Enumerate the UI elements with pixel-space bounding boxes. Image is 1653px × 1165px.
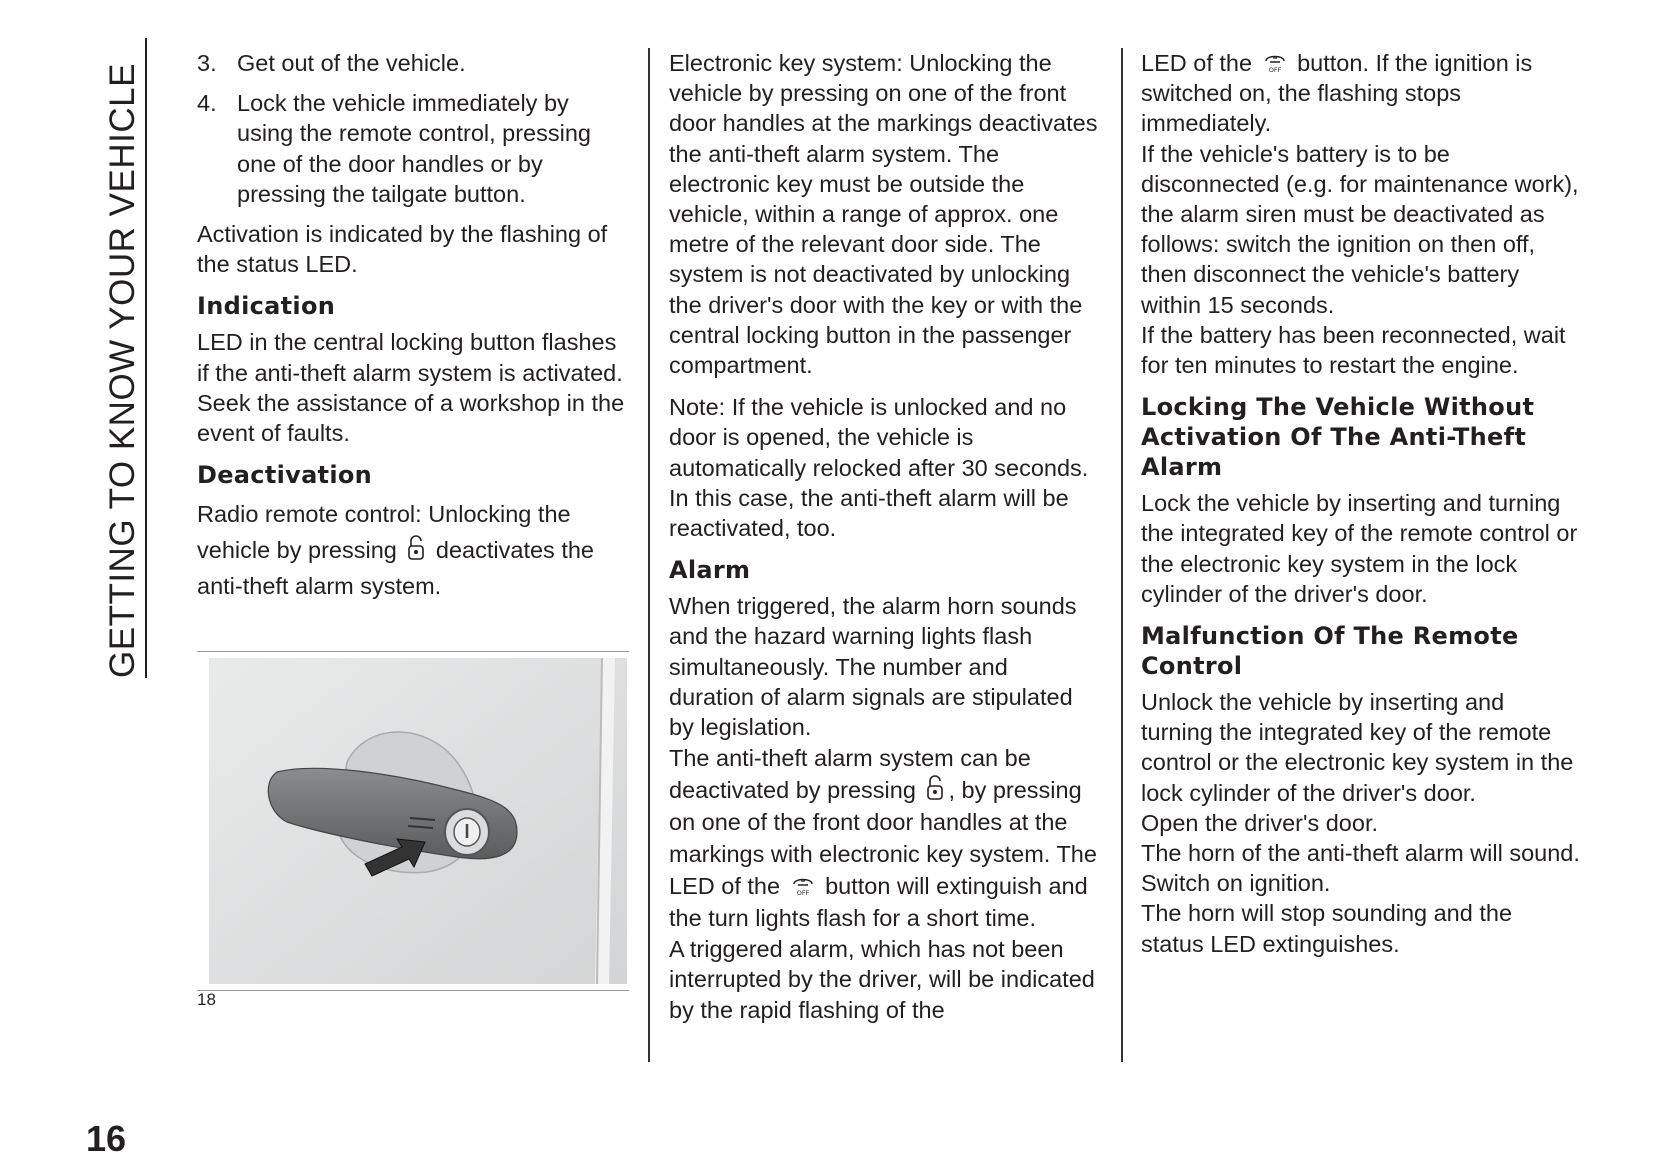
list-item [197,48,629,78]
alarm-off-button-icon [791,875,815,897]
indication-text: LED in the central locking button flashes if the anti-theft alarm system is activated. [197,329,623,386]
list-item [197,88,629,209]
malfunction-heading: Malfunction Of The Remote Control [1141,622,1519,681]
alarm-deactivation-part: button will extinguish and the turn lights flash for a short time. [669,873,1088,932]
malfunction-text: Switch on ignition. [1141,870,1331,897]
steps-list [197,48,629,209]
deactivation-text [197,496,629,604]
triggered-alarm-text: A triggered alarm, which has not been interrupted by the driver, will be indicated by the rapid flashing of the [669,936,1095,1023]
step-number: 3. [197,50,217,76]
step-text: Lock the vehicle immediately by using the remote control, pressing one of the door handles or by pressing the tailgate button. [237,90,591,207]
column-3 [1141,48,1581,959]
deactivation-text-part: deactivates the anti-theft alarm system. [197,537,594,600]
activation-text: Activation is indicated by the flashing of the status LED. [197,221,608,278]
section-sidebar-title: GETTING TO KNOW YOUR VEHICLE [103,38,147,678]
deactivation-heading: Deactivation [197,461,373,490]
led-text-part: LED of the [1141,50,1253,76]
column-1 [197,48,629,616]
battery-text: If the vehicle's battery is to be disconnected (e.g. for maintenance work), the alarm siren must be deactivated as follows: switch the ignition on then off, then disconnect the vehicle's battery within 15 seconds. [1141,140,1579,318]
figure-number: 18 [197,990,216,1009]
note-label: Note: [669,394,726,421]
alarm-deactivation-part: The anti-theft alarm system can be deactivated by pressing [669,745,1031,804]
alarm-heading: Alarm [669,556,751,585]
door-handle-illustration [197,652,629,990]
malfunction-text: The horn will stop sounding and the status LED extinguishes. [1141,900,1513,957]
locking-heading: Locking The Vehicle Without Activation Of The Anti-Theft Alarm [1141,393,1535,482]
page-number: 16 [86,1118,127,1159]
note-text: If the vehicle is unlocked and no door is opened, the vehicle is automatically relocked after 30 seconds. In this case, the anti-theft alarm will be reactivated, too. [669,394,1089,542]
electronic-key-text: Electronic key system: Unlocking the vehicle by pressing on one of the front door handles at the markings deactivates the anti-theft alarm system. The electronic key must be outside the vehicle, within a range of approx. one metre of the relevant door side. The system is not deactivated by unlocking the driver's door with the key or with the central locking button in the passenger compartment. [669,50,1098,379]
malfunction-text: The horn of the anti-theft alarm will sound. [1141,840,1580,867]
alarm-deactivation-part: , by pressing on one of the front door handles at the markings with electronic key system. The LED of the [669,777,1097,900]
note-paragraph [669,392,1099,543]
indication-workshop-text: Seek the assistance of a workshop in the event of faults. [197,389,625,447]
malfunction-text: Unlock the vehicle by inserting and turning the integrated key of the remote control or the electronic key system in the lock cylinder of the driver's door. [1141,689,1574,806]
column-divider [648,48,650,1062]
unlock-icon [407,535,425,561]
alarm-off-button-icon [1263,52,1287,74]
door-handle-figure [197,651,629,991]
indication-heading: Indication [197,292,336,321]
unlock-icon [926,775,944,801]
locking-text: Lock the vehicle by inserting and turning the integrated key of the remote control or the electronic key system in the lock cylinder of the driver's door. [1141,490,1578,607]
led-text-part: button. If the ignition is switched on, the flashing stops immediately. [1141,50,1533,137]
svg-text:OFF: OFF [796,889,809,898]
alarm-deactivation-text [669,742,1099,934]
battery-reconnect-text: If the battery has been reconnected, wait for ten minutes to restart the engine. [1141,321,1566,379]
step-text: Get out of the vehicle. [237,50,466,76]
malfunction-text: Open the driver's door. [1141,809,1379,836]
column-divider [1121,48,1123,1062]
step-number: 4. [197,90,217,117]
alarm-text: When triggered, the alarm horn sounds and the hazard warning lights flash simultaneously. The number and duration of alarm signals are stipulated by legislation. [669,593,1077,741]
column-2 [669,48,1099,1037]
svg-text:OFF: OFF [1268,66,1281,74]
led-text [1141,48,1581,139]
deactivation-text-part: Radio remote control: Unlocking the vehicle by pressing [197,501,571,564]
